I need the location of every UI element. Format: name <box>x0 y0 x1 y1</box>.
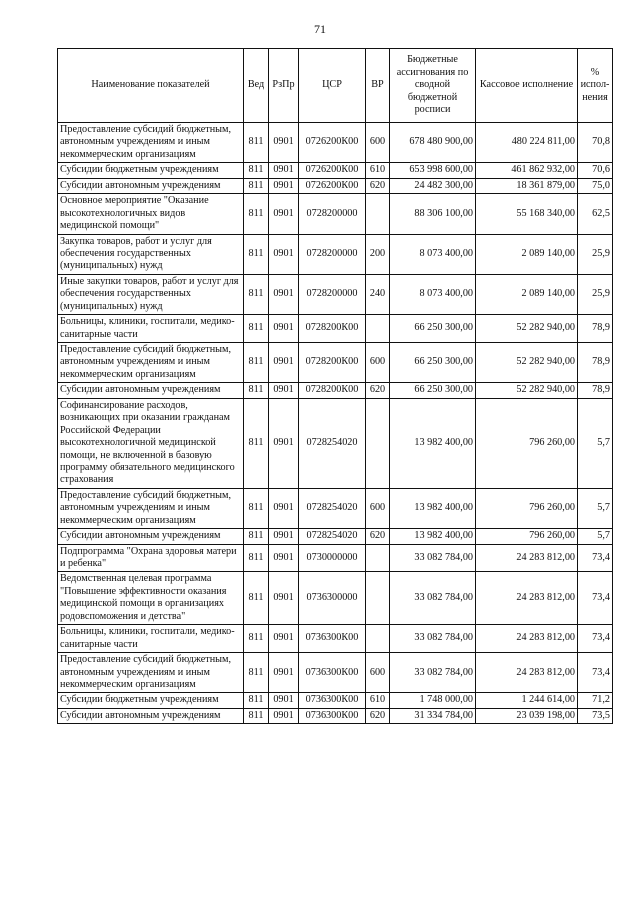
cell-name: Субсидии автономным учреждениям <box>58 529 244 544</box>
cell-percent: 73,4 <box>578 625 613 653</box>
cell-rzpr: 0901 <box>269 572 299 625</box>
cell-percent: 73,4 <box>578 544 613 572</box>
cell-csr: 0728200000 <box>299 274 366 314</box>
cell-assigned: 33 082 784,00 <box>390 653 476 693</box>
cell-executed: 52 282 940,00 <box>476 315 578 343</box>
header-name: Наименование показателей <box>58 49 244 123</box>
cell-executed: 24 283 812,00 <box>476 572 578 625</box>
cell-executed: 1 244 614,00 <box>476 693 578 708</box>
cell-percent: 5,7 <box>578 488 613 528</box>
cell-vr: 620 <box>366 178 390 193</box>
cell-ved: 811 <box>244 572 269 625</box>
cell-vr <box>366 544 390 572</box>
table-row <box>58 625 613 653</box>
cell-executed: 480 224 811,00 <box>476 123 578 163</box>
cell-vr <box>366 398 390 488</box>
page-number: 71 <box>314 22 326 36</box>
cell-csr: 0728200000 <box>299 194 366 234</box>
cell-name: Предоставление субсидий бюджетным, автономным учреждениям и иным некоммерческим организациям <box>58 343 244 383</box>
cell-vr: 600 <box>366 488 390 528</box>
cell-ved: 811 <box>244 274 269 314</box>
cell-assigned: 13 982 400,00 <box>390 488 476 528</box>
cell-ved: 811 <box>244 383 269 398</box>
cell-executed: 24 283 812,00 <box>476 625 578 653</box>
cell-name: Предоставление субсидий бюджетным, автономным учреждениям и иным некоммерческим организациям <box>58 123 244 163</box>
header-rzpr: РзПр <box>269 49 299 123</box>
cell-assigned: 88 306 100,00 <box>390 194 476 234</box>
cell-csr: 0728254020 <box>299 529 366 544</box>
cell-rzpr: 0901 <box>269 693 299 708</box>
cell-name: Субсидии автономным учреждениям <box>58 708 244 723</box>
cell-assigned: 33 082 784,00 <box>390 572 476 625</box>
header-csr: ЦСР <box>299 49 366 123</box>
cell-rzpr: 0901 <box>269 708 299 723</box>
cell-percent: 78,9 <box>578 343 613 383</box>
cell-ved: 811 <box>244 544 269 572</box>
cell-name: Подпрограмма "Охрана здоровья матери и ребенка" <box>58 544 244 572</box>
cell-ved: 811 <box>244 708 269 723</box>
cell-csr: 0736300К00 <box>299 625 366 653</box>
cell-name: Основное мероприятие "Оказание высокотехнологичных видов медицинской помощи" <box>58 194 244 234</box>
cell-rzpr: 0901 <box>269 123 299 163</box>
cell-vr: 600 <box>366 653 390 693</box>
cell-rzpr: 0901 <box>269 343 299 383</box>
header-percent: % испол- нения <box>578 49 613 123</box>
cell-executed: 796 260,00 <box>476 488 578 528</box>
cell-assigned: 31 334 784,00 <box>390 708 476 723</box>
cell-percent: 73,5 <box>578 708 613 723</box>
cell-ved: 811 <box>244 234 269 274</box>
cell-rzpr: 0901 <box>269 178 299 193</box>
table-row <box>58 693 613 708</box>
cell-rzpr: 0901 <box>269 529 299 544</box>
cell-executed: 23 039 198,00 <box>476 708 578 723</box>
cell-vr: 600 <box>366 123 390 163</box>
cell-name: Субсидии бюджетным учреждениям <box>58 693 244 708</box>
cell-percent: 75,0 <box>578 178 613 193</box>
cell-assigned: 66 250 300,00 <box>390 343 476 383</box>
cell-vr: 620 <box>366 708 390 723</box>
table-row <box>58 572 613 625</box>
cell-executed: 2 089 140,00 <box>476 274 578 314</box>
cell-executed: 796 260,00 <box>476 529 578 544</box>
cell-rzpr: 0901 <box>269 653 299 693</box>
cell-percent: 70,6 <box>578 163 613 178</box>
cell-assigned: 8 073 400,00 <box>390 234 476 274</box>
cell-executed: 24 283 812,00 <box>476 653 578 693</box>
cell-assigned: 33 082 784,00 <box>390 625 476 653</box>
cell-rzpr: 0901 <box>269 488 299 528</box>
cell-csr: 0728200К00 <box>299 343 366 383</box>
cell-ved: 811 <box>244 163 269 178</box>
table-row <box>58 274 613 314</box>
cell-csr: 0736300К00 <box>299 653 366 693</box>
cell-percent: 70,8 <box>578 123 613 163</box>
cell-percent: 25,9 <box>578 234 613 274</box>
cell-rzpr: 0901 <box>269 383 299 398</box>
cell-vr: 610 <box>366 693 390 708</box>
cell-csr: 0728200К00 <box>299 383 366 398</box>
table-row <box>58 123 613 163</box>
cell-name: Субсидии бюджетным учреждениям <box>58 163 244 178</box>
cell-name: Иные закупки товаров, работ и услуг для обеспечения государственных (муниципальных) нужд <box>58 274 244 314</box>
cell-csr: 0736300К00 <box>299 708 366 723</box>
cell-vr: 200 <box>366 234 390 274</box>
cell-assigned: 678 480 900,00 <box>390 123 476 163</box>
header-executed: Кассовое исполнение <box>476 49 578 123</box>
cell-assigned: 1 748 000,00 <box>390 693 476 708</box>
cell-name: Субсидии автономным учреждениям <box>58 178 244 193</box>
cell-rzpr: 0901 <box>269 194 299 234</box>
cell-rzpr: 0901 <box>269 163 299 178</box>
cell-csr: 0726200К00 <box>299 123 366 163</box>
cell-ved: 811 <box>244 398 269 488</box>
cell-csr: 0728200000 <box>299 234 366 274</box>
cell-csr: 0728200К00 <box>299 315 366 343</box>
cell-vr: 240 <box>366 274 390 314</box>
table-row <box>58 163 613 178</box>
cell-percent: 62,5 <box>578 194 613 234</box>
cell-percent: 5,7 <box>578 398 613 488</box>
cell-rzpr: 0901 <box>269 544 299 572</box>
cell-csr: 0736300К00 <box>299 693 366 708</box>
cell-assigned: 66 250 300,00 <box>390 383 476 398</box>
cell-rzpr: 0901 <box>269 234 299 274</box>
cell-percent: 78,9 <box>578 315 613 343</box>
cell-rzpr: 0901 <box>269 315 299 343</box>
cell-executed: 55 168 340,00 <box>476 194 578 234</box>
cell-ved: 811 <box>244 343 269 383</box>
cell-executed: 461 862 932,00 <box>476 163 578 178</box>
table-row <box>58 398 613 488</box>
cell-name: Софинансирование расходов, возникающих при оказании гражданам Российской Федерации высокотехнологичной медицинской помощи, не включенной в базовую программу обязательного медицинского страхования <box>58 398 244 488</box>
cell-executed: 52 282 940,00 <box>476 383 578 398</box>
cell-ved: 811 <box>244 178 269 193</box>
table-row <box>58 529 613 544</box>
cell-rzpr: 0901 <box>269 625 299 653</box>
cell-assigned: 24 482 300,00 <box>390 178 476 193</box>
cell-ved: 811 <box>244 693 269 708</box>
cell-name: Субсидии автономным учреждениям <box>58 383 244 398</box>
cell-vr <box>366 315 390 343</box>
cell-name: Закупка товаров, работ и услуг для обеспечения государственных (муниципальных) нужд <box>58 234 244 274</box>
table-body <box>58 123 613 724</box>
cell-ved: 811 <box>244 625 269 653</box>
table-row <box>58 315 613 343</box>
cell-assigned: 653 998 600,00 <box>390 163 476 178</box>
cell-ved: 811 <box>244 529 269 544</box>
cell-rzpr: 0901 <box>269 274 299 314</box>
cell-assigned: 13 982 400,00 <box>390 398 476 488</box>
cell-percent: 78,9 <box>578 383 613 398</box>
cell-csr: 0726200К00 <box>299 178 366 193</box>
cell-ved: 811 <box>244 315 269 343</box>
cell-vr: 600 <box>366 343 390 383</box>
cell-csr: 0728254020 <box>299 398 366 488</box>
cell-csr: 0736300000 <box>299 572 366 625</box>
cell-vr: 620 <box>366 383 390 398</box>
cell-csr: 0726200К00 <box>299 163 366 178</box>
cell-assigned: 8 073 400,00 <box>390 274 476 314</box>
table-row <box>58 178 613 193</box>
cell-vr: 620 <box>366 529 390 544</box>
cell-ved: 811 <box>244 653 269 693</box>
cell-ved: 811 <box>244 123 269 163</box>
cell-ved: 811 <box>244 488 269 528</box>
cell-assigned: 66 250 300,00 <box>390 315 476 343</box>
budget-table <box>57 48 613 724</box>
cell-percent: 73,4 <box>578 572 613 625</box>
table-header-row <box>58 49 613 123</box>
cell-percent: 25,9 <box>578 274 613 314</box>
header-vr: ВР <box>366 49 390 123</box>
table-row <box>58 383 613 398</box>
table-row <box>58 544 613 572</box>
cell-name: Ведомственная целевая программа "Повышение эффективности оказания медицинской помощи в организациях родовспоможения и детства" <box>58 572 244 625</box>
cell-rzpr: 0901 <box>269 398 299 488</box>
cell-vr <box>366 194 390 234</box>
cell-vr: 610 <box>366 163 390 178</box>
cell-executed: 2 089 140,00 <box>476 234 578 274</box>
cell-vr <box>366 572 390 625</box>
table-row <box>58 194 613 234</box>
table-row <box>58 234 613 274</box>
table-row <box>58 653 613 693</box>
cell-csr: 0728254020 <box>299 488 366 528</box>
cell-percent: 5,7 <box>578 529 613 544</box>
cell-assigned: 13 982 400,00 <box>390 529 476 544</box>
header-assigned: Бюджетные ассигнования по сводной бюджетной росписи <box>390 49 476 123</box>
table-row <box>58 708 613 723</box>
cell-ved: 811 <box>244 194 269 234</box>
cell-name: Больницы, клиники, госпитали, медико-санитарные части <box>58 625 244 653</box>
table-row <box>58 343 613 383</box>
cell-executed: 18 361 879,00 <box>476 178 578 193</box>
cell-csr: 0730000000 <box>299 544 366 572</box>
cell-executed: 796 260,00 <box>476 398 578 488</box>
cell-executed: 24 283 812,00 <box>476 544 578 572</box>
cell-executed: 52 282 940,00 <box>476 343 578 383</box>
cell-name: Предоставление субсидий бюджетным, автономным учреждениям и иным некоммерческим организациям <box>58 653 244 693</box>
cell-percent: 73,4 <box>578 653 613 693</box>
cell-name: Предоставление субсидий бюджетным, автономным учреждениям и иным некоммерческим организациям <box>58 488 244 528</box>
cell-percent: 71,2 <box>578 693 613 708</box>
cell-assigned: 33 082 784,00 <box>390 544 476 572</box>
table-row <box>58 488 613 528</box>
cell-vr <box>366 625 390 653</box>
cell-name: Больницы, клиники, госпитали, медико-санитарные части <box>58 315 244 343</box>
header-ved: Вед <box>244 49 269 123</box>
